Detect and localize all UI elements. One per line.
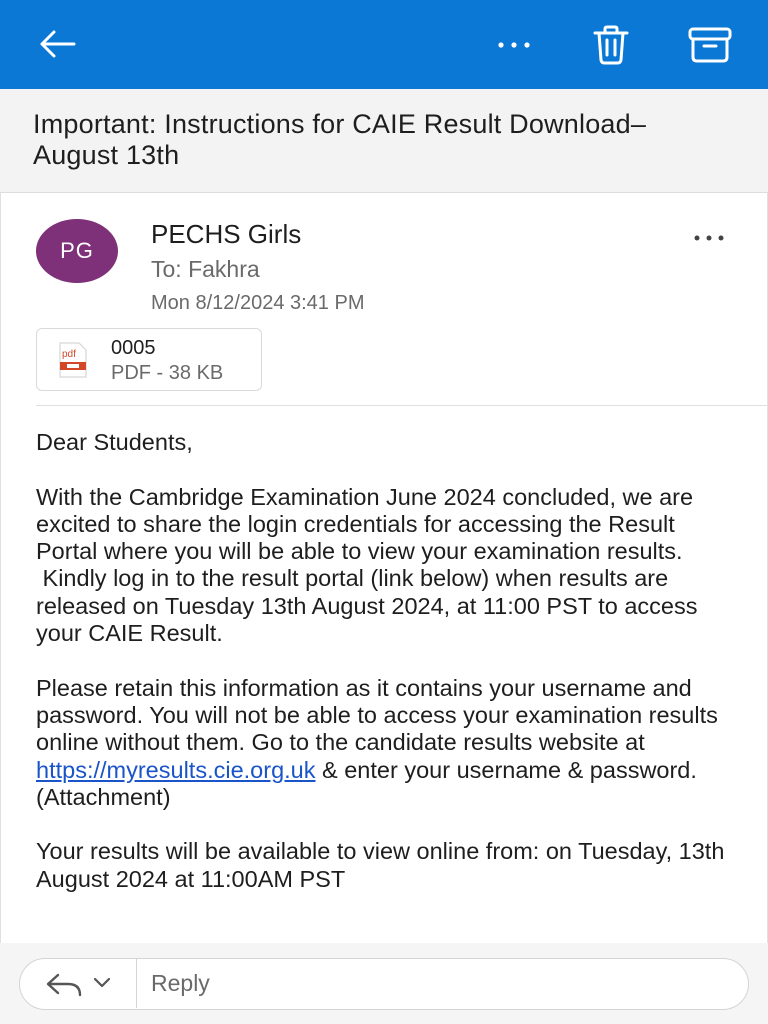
body-paragraph-2-tail: & enter your username & password. (Attachment) [36, 756, 697, 810]
body-paragraph-1 [36, 484, 736, 648]
message-body [36, 429, 736, 920]
attachment-meta: PDF - 38 KB [111, 362, 224, 384]
message-card [0, 193, 768, 953]
subject-header [0, 89, 768, 193]
archive-icon[interactable] [686, 25, 734, 65]
header-divider [36, 405, 768, 406]
recipient-line: To: Fakhra [151, 256, 260, 282]
reply-options-button[interactable] [20, 959, 137, 1008]
reply-arrow-icon [44, 971, 84, 997]
results-website-link[interactable]: https://myresults.cie.org.uk [36, 756, 316, 783]
trash-icon[interactable] [591, 24, 631, 66]
greeting: Dear Students, [36, 429, 193, 455]
svg-text:pdf: pdf [62, 349, 76, 360]
top-app-bar [0, 0, 768, 89]
more-horizontal-icon[interactable] [494, 27, 536, 63]
body-paragraph-3: Your results will be available to view online from: on Tuesday, 13th August 2024 at 11:00AM PST [36, 838, 725, 892]
attachment-name: 0005 [111, 337, 156, 359]
message-more-icon[interactable] [689, 223, 729, 253]
chevron-down-icon [92, 976, 112, 990]
attachment-card[interactable] [36, 328, 262, 391]
sender-name[interactable]: PECHS Girls [151, 219, 302, 249]
avatar[interactable]: PG [36, 219, 118, 283]
arrow-left-icon[interactable] [36, 26, 78, 62]
reply-box [19, 958, 749, 1010]
body-paragraph-1b-text: Kindly log in to the result portal (link below) when results are released on Tuesday 13th August 2024, at 11:00 PST to access your CAIE Result. [36, 565, 705, 647]
body-paragraph-2 [36, 675, 736, 811]
reply-bar [0, 943, 768, 1024]
body-paragraph-2-text: Please retain this information as it contains your username and password. You will not be able to access your examination results online without them. Go to the candidate results website at [36, 674, 718, 756]
pdf-icon [57, 342, 89, 378]
body-paragraph-1-text: With the Cambridge Examination June 2024 concluded, we are excited to share the login credentials for accessing the Result Portal where you will be able to view your examination results. [36, 483, 694, 565]
reply-input[interactable]: Reply [151, 970, 210, 996]
message-date: Mon 8/12/2024 3:41 PM [151, 292, 365, 314]
email-subject: Important: Instructions for CAIE Result Download– August 13th [33, 109, 647, 170]
